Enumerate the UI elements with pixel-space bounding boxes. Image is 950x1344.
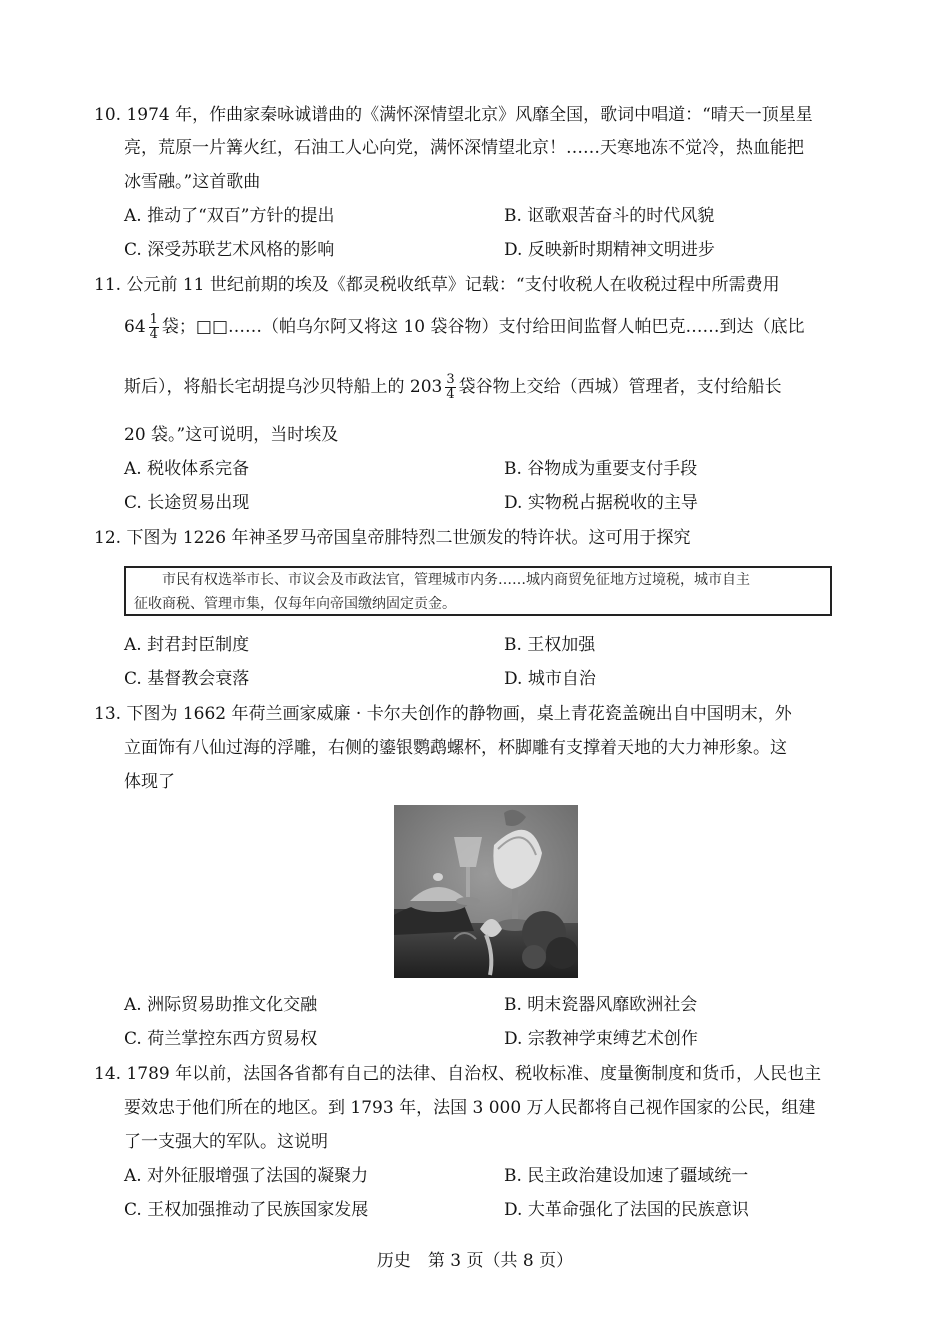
question-14-option-b[interactable]: B. 民主政治建设加速了疆域统一 <box>504 1166 749 1186</box>
question-11-line-1: 11. 公元前 11 世纪前期的埃及《都灵税收纸草》记载：“支付收税人在收税过程中所需费用 <box>94 275 780 295</box>
question-14-line-2: 要效忠于他们所在的地区。到 1793 年，法国 3 000 万人民都将自己视作国家的公民，组建 <box>124 1098 816 1118</box>
question-11-line-4: 20 袋。”这可说明，当时埃及 <box>124 425 339 445</box>
charter-quote-box <box>124 566 832 616</box>
question-13-option-a[interactable]: A. 洲际贸易助推文化交融 <box>124 995 318 1015</box>
question-12-option-c[interactable]: C. 基督教会衰落 <box>124 669 250 689</box>
fraction-three-quarters <box>445 373 455 402</box>
question-13-line-3: 体现了 <box>124 772 175 792</box>
question-13-line-2: 立面饰有八仙过海的浮雕，右侧的鎏银鹦鹉螺杯，杯脚雕有支撑着天地的大力神形象。这 <box>124 738 787 758</box>
still-life-painting-image <box>394 805 578 978</box>
question-11-option-b[interactable]: B. 谷物成为重要支付手段 <box>504 459 698 479</box>
question-14-line-1: 14. 1789 年以前，法国各省都有自己的法律、自治权、税收标准、度量衡制度和货币，人民也主 <box>94 1064 822 1084</box>
question-10-option-a[interactable]: A. 推动了“双百”方针的提出 <box>124 206 335 226</box>
charter-quote-line-2: 征收商税、管理市集，仅每年向帝国缴纳固定贡金。 <box>134 596 456 612</box>
question-10-option-c[interactable]: C. 深受苏联艺术风格的影响 <box>124 240 335 260</box>
question-12-option-a[interactable]: A. 封君封臣制度 <box>124 635 250 655</box>
quantity-whole: 64 <box>124 317 146 337</box>
question-10-line-2: 亮，荒原一片篝火红，石油工人心向党，满怀深情望北京！……天寒地冻不觉冷，热血能把 <box>124 138 804 158</box>
question-10-option-b[interactable]: B. 讴歌艰苦奋斗的时代风貌 <box>504 206 715 226</box>
fraction-denominator: 4 <box>446 387 455 402</box>
question-11-line-3-tail: 袋谷物上交给（西城）管理者，支付给船长 <box>458 377 782 397</box>
question-14-option-d[interactable]: D. 大革命强化了法国的民族意识 <box>504 1200 749 1220</box>
question-11-option-a[interactable]: A. 税收体系完备 <box>124 459 250 479</box>
question-12-option-d[interactable]: D. 城市自治 <box>504 669 596 689</box>
question-11-option-c[interactable]: C. 长途贸易出现 <box>124 493 250 513</box>
question-11-line-3 <box>124 373 782 402</box>
question-13-option-d[interactable]: D. 宗教神学束缚艺术创作 <box>504 1029 698 1049</box>
question-10-line-3: 冰雪融。”这首歌曲 <box>124 172 261 192</box>
question-10-line-1: 10. 1974 年，作曲家秦咏诚谱曲的《满怀深情望北京》风靡全国，歌词中唱道：“晴天一顶星星 <box>94 105 813 125</box>
question-11-option-d[interactable]: D. 实物税占据税收的主导 <box>504 493 698 513</box>
fraction-numerator: 3 <box>446 372 455 387</box>
question-12-option-b[interactable]: B. 王权加强 <box>504 635 596 655</box>
fraction-denominator: 4 <box>149 327 158 342</box>
question-14-option-a[interactable]: A. 对外征服增强了法国的凝聚力 <box>124 1166 369 1186</box>
question-11-line-3-text: 斯后），将船长宅胡提乌沙贝特船上的 203 <box>124 377 443 397</box>
question-10-option-d[interactable]: D. 反映新时期精神文明进步 <box>504 240 715 260</box>
question-12-line-1: 12. 下图为 1226 年神圣罗马帝国皇帝腓特烈二世颁发的特许状。这可用于探究 <box>94 528 691 548</box>
question-14-option-c[interactable]: C. 王权加强推动了民族国家发展 <box>124 1200 369 1220</box>
charter-quote-line-1: 市民有权选举市长、市议会及市政法官，管理城市内务……城内商贸免征地方过境税，城市自主 <box>162 572 750 588</box>
question-13-line-1: 13. 下图为 1662 年荷兰画家威廉 · 卡尔夫创作的静物画，桌上青花瓷盖碗出自中国明末，外 <box>94 704 792 724</box>
question-11-line-2 <box>124 313 804 342</box>
page-footer: 历史 第 3 页（共 8 页） <box>376 1251 574 1271</box>
question-11-line-2-text: 袋；□□……（帕乌尔阿又将这 10 袋谷物）支付给田间监督人帕巴克……到达（底比 <box>161 317 805 337</box>
question-13-option-c[interactable]: C. 荷兰掌控东西方贸易权 <box>124 1029 318 1049</box>
question-13-option-b[interactable]: B. 明末瓷器风靡欧洲社会 <box>504 995 698 1015</box>
question-14-line-3: 了一支强大的军队。这说明 <box>124 1132 328 1152</box>
fraction-one-quarter <box>149 313 159 342</box>
fraction-numerator: 1 <box>149 312 158 327</box>
